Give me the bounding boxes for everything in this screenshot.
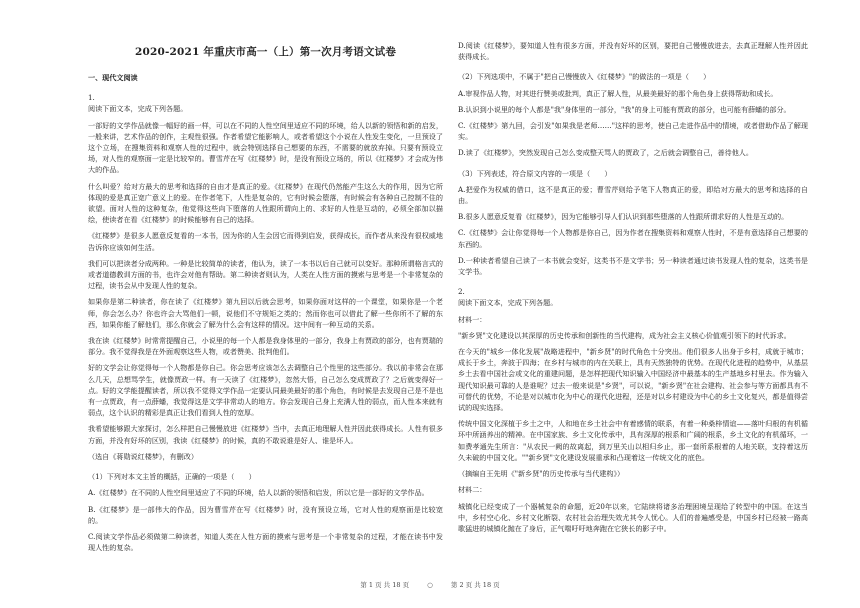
- passage-paragraph: 如果你是第二种读者，你在读了《红楼梦》第九回以后就会思考，如果你面对这样的一个课堂，如果你是一个老师，你会怎么办？你也许会大骂他们一顿，说他们不守规矩之类的；然而你也可以借此了解一些你所不了解的东西，如果你能了解他们，那么你就会了解为什么会有这样的情况。这中间有一种互动的关系。: [88, 297, 443, 329]
- material-paragraph: "新乡贤"文化建设以其深厚的历史传承和创新性的当代建构，成为社会主义核心价值观引领下的时代诉求。: [458, 330, 791, 340]
- section-heading: 一、现代文阅读: [88, 73, 138, 82]
- passage-paragraph: 好的文学会让你觉得每一个人物都是你自己。你会思考应该怎么去调整自己个性里的这些部分。我以前非常会在那么几天，总想骂学生，就像贾政一样。有一天读了《红楼梦》，忽然大悟，自己怎么变成贾政了？之后就变得好一点。好的文学能提醒读者，所以我不觉得文学作品一定要认同最美最好的那个角色，有时候是去发现自己是不是也有一点贾政，有一点薛蟠，我觉得这是文学非常动人的地方。你会发现自己身上充满人性的弱点，而人性本来就有弱点，这个认识的精彩是真正让我们看到人性的宽厚。: [88, 363, 443, 418]
- answer-option: B.《红楼梦》是一部伟大的作品，因为曹雪芹在写《红楼梦》时，没有预设立场，它对人性的观察面是比较宽的。: [88, 504, 443, 525]
- answer-option: B.很多人愿意反复看《红楼梦》，因为它能够引导人们认识到那些堕落的人性跟所谓求好的人性是互动的。: [458, 212, 789, 222]
- question-number: 1.: [88, 93, 95, 103]
- answer-option: B.认识到小说里的每个人都是"我"身体里的一部分，"我"的身上可能有贾政的部分，也可能有薛蟠的部分。: [458, 104, 791, 114]
- left-column: [88, 72, 443, 553]
- page-number-right: 第 2 页 共 18 页: [450, 581, 500, 589]
- material-label: 材料二：: [458, 485, 487, 495]
- sub-question: （3）下列表述，符合原文内容的一项是（ ）: [458, 168, 612, 178]
- answer-option: D.读了《红楼梦》，突然发现自己怎么变成整天骂人的贾政了，之后就会调整自己，善待他人。: [458, 148, 753, 158]
- answer-option: A.把爱作为权威的借口，这不是真正的爱；曹雪芹则给予笔下人物真正的爱，即给对方最大的思考和选择的自由。: [458, 184, 808, 206]
- page-footer: [0, 580, 860, 589]
- answer-option: A.《红楼梦》在不同的人性空间里适应了不同的环境，给人以新的领悟和启发，所以它是一部好的文学作品。: [88, 488, 429, 498]
- material-paragraph: 在今天的"城乡一体化发展"战略进程中，"新乡贤"的时代角色十分突出。他们很多人出身于乡村，成就于城市；成长于乡土，奔波于四海；在乡村与城市的内在关联上，具有天然独特的优势。在现代化进程的趋势中，从基层乡土去看中国社会或文化的重建问题，是怎样把现代知识输入中国经济中最基本的生产基地乡村里去。作为输入现代知识最可靠的人是谁呢？过去一般来说是"乡贤"，可以说，"新乡贤"在社会建构、社会参与等方面都具有不可替代的优势，不论是对以城市化为中心的现代化进程，还是对以乡村建设为中心的乡土文化复兴，都是值得尝试的现实选择。: [458, 347, 808, 413]
- passage-paragraph: 什么叫爱？给对方最大的思考和选择的自由才是真正的爱。《红楼梦》在现代仍然能产生这么大的作用，因为它所体现的爱是真正宽广意义上的爱。在作者笔下，人性是复杂的，它有时候会堕落，有时候会有各种自己控制不住的欲望。面对人性的这种复杂，他觉得这些向下堕落的人性跟所谓向上的、求好的人性是互动的，必须全部加以描绘，使读者在看《红楼梦》的时候能够有自己的选择。: [88, 181, 443, 225]
- exam-title: 2020-2021 年重庆市高一（上）第一次月考语文试卷: [134, 46, 397, 58]
- sub-question: （2）下列选项中，不属于"把自己慢慢放入《红楼梦》"的做法的一项是（ ）: [458, 72, 711, 82]
- question-number: 2.: [458, 287, 465, 297]
- passage-paragraph: 一部好的文学作品就像一幅好的画一样，可以在不同的人性空间里适应不同的环境，给人以新的领悟和新的启发，一般来讲，艺术作品的创作，主观性很强。作者希望它能影响人，或者希望这个小说在人性发生变化，一旦预设了这个立场，在搜集资料和观察人性的过程中，就会特别选择自己想要的东西，不需要的就放弃掉。只要有预设立场，对人性的观察面一定是比较窄的。曹雪芹在写《红楼梦》时，是没有预设立场的，所以《红楼梦》才会成为伟大的作品。: [88, 120, 443, 175]
- question-intro: 阅读下面文本，完成下列各题。: [88, 104, 188, 114]
- answer-option: C.《红楼梦》会让你觉得每一个人物都是你自己，因为作者在搜集资料和观察人性时，不是有意选择自己想要的东西的。: [458, 228, 808, 249]
- answer-option: D.一种读者希望自己读了一本书就会变好，这类书不是文学书；另一种读者通过读书发现人性的复杂，这类书是文学书。: [458, 255, 808, 277]
- material-paragraph: 传统中国文化深植于乡土之中，人和地在乡土社会中有着感情的联系，有着一种桑梓情谊——落叶归根的有机循环中所涵养出的精神。在中国家族、乡土文化传承中，具有深厚的根系和广阔的根系，乡土文化的有机循环，一如费孝通先生所言："从农民一阙的故离起，到万里关山以相归乡止，那一套所系根着的人地关联，支持着这历久未破的中国文化。""新乡贤"文化建设发展重承和凸现着这一传统文化的底色。: [458, 419, 808, 462]
- right-column: [458, 40, 808, 534]
- material-label: 材料一：: [458, 314, 487, 324]
- page-number-left: 第 1 页 共 18 页: [360, 581, 410, 589]
- material-source: （摘编自王先明《"新乡贤"的历史传承与当代建构》）: [458, 469, 625, 479]
- answer-option: A.审视作品人物，对其进行赞美或批判，真正了解人性，从最美最好的那个角色身上获得帮助和成长。: [458, 88, 778, 98]
- answer-option: C.阅读文学作品必须做第二种读者，知道人类在人性方面的摸索与思考是一个非常复杂的过程，才能在读书中发现人性的复杂。: [88, 531, 443, 553]
- passage-source: （选自《蒋勋说红楼梦》，有删改）: [88, 451, 198, 461]
- material-paragraph: 城镇化已经变成了一个器械复杂的命题，近20年以来，它陆续将诸多治理困境呈现给了转型中的中国。在这当中，乡村空心化、乡村文化断裂、农村社会治理失效尤其令人忧心。人们的普遍感受是，中国乡村已经被一路高歌猛进的城镇化抛在了身后，正气喘吁吁地奔跑在它狭长的影子中。: [458, 501, 808, 533]
- passage-paragraph: 我们可以把读者分成两种。一种是比较简单的读者，他认为，读了一本书以后自己就可以变好。那种所谓格言式的或者道德教训方面的书，也许会对他有帮助。第二种读者则认为，人类在人性方面的摸索与思考是一个非常复杂的过程，读书会从中发现人性的复杂。: [88, 258, 443, 291]
- answer-option: C.《红楼梦》第九回，会引发"如果我是老师……"这样的思考，使自己走进作品中的情境，或者借助作品了解现实。: [458, 121, 808, 142]
- passage-paragraph: 我在读《红楼梦》时常常提醒自己，小说里的每一个人都是我身体里的一部分，我身上有贾政的部分，也有贾瑞的部分。我不觉得我是在外面观察这些人物，或者赞美、批判他们。: [88, 336, 443, 357]
- answer-option: D.阅读《红楼梦》，要知道人性有很多方面，并没有好坏的区别，要把自己慢慢放进去，去真正理解人性并因此获得成长。: [458, 41, 808, 62]
- footer-separator: ○: [427, 581, 433, 589]
- passage-paragraph: 我希望能够跟大家探讨，怎么样把自己慢慢放进《红楼梦》当中，去真正地理解人性并因此获得成长。人性有很多方面，并没有好坏的区别，我读《红楼梦》的时候，真的不敢说谁是好人、谁是坏人。: [88, 424, 443, 445]
- sub-question: （1）下列对本文主旨的概括，正确的一项是（ ）: [88, 472, 256, 482]
- passage-paragraph: 《红楼梦》是很多人愿意反复看的一本书，因为你的人生会因它而得到启发，获得成长，而作者从来没有很权威地告诉你应该如何生活。: [88, 231, 443, 252]
- question-intro: 阅读下面文本，完成下列各题。: [458, 298, 558, 308]
